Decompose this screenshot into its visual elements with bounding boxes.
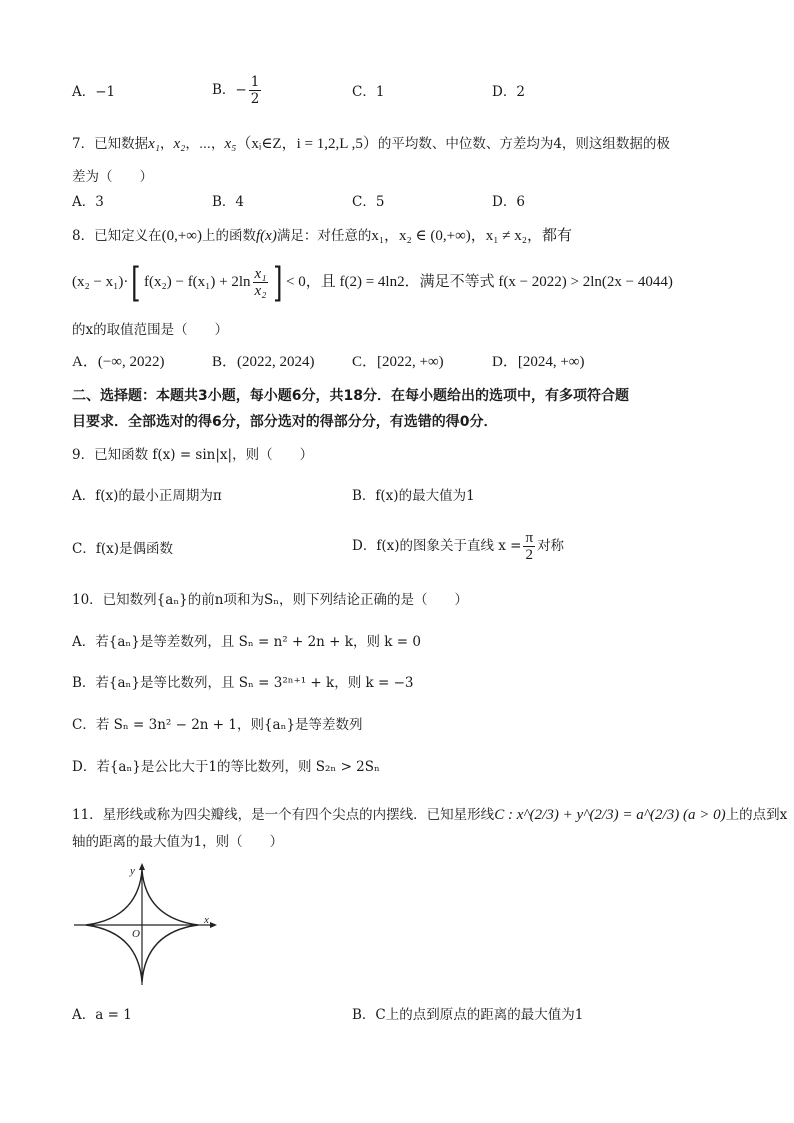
q9-option-b: B．f(x)的最大值为1 [352,488,475,504]
y-axis-arrow-icon [139,863,145,870]
q8-ln-fraction [253,266,269,299]
q8-fx: f(x) [256,228,277,244]
q8-frac-numerator: x₁ [254,266,267,282]
q8-frac-denominator: x₂ [254,283,267,299]
q6-option-a: A．−1 [72,84,116,100]
q7-x5: x₅ [224,136,237,152]
q11-curve-equation: C : x^(2/3) + y^(2/3) = a^(2/3) (a > 0) [494,807,726,823]
q11-option-b: B．C上的点到原点的距离的最大值为1 [352,1007,584,1023]
q9-d-numerator: π [525,530,534,546]
q10-option-b: B．若{aₙ}是等比数列，且 Sₙ = 3²ⁿ⁺¹ + k，则 k = −3 [72,675,414,691]
q11-stem-line1 [72,805,787,825]
q8-option-b: B．(2022, 2024) [212,354,315,370]
q6-option-b-numerator: 1 [250,74,260,90]
y-axis-label: y [130,865,135,877]
q8-ineq-mid: f(x₂) − f(x₁) + 2ln [144,274,251,290]
q9-d-denominator: 2 [525,547,534,563]
q7-condition: （xᵢ∈Z，i = 1,2,L ,5） [236,136,378,152]
q8-option-c: C．[2022, +∞) [352,354,444,370]
q11-stem-rest: 上的点到x [725,807,788,823]
q7-stem-line2: 差为（ ） [72,169,153,185]
q8-stem-intro: 8．已知定义在 [72,228,162,244]
q8-stem-line3: 的x的取值范围是（ ） [72,322,229,338]
q8-right-bracket: ] [273,259,283,306]
q7-option-d: D．6 [492,194,525,210]
q8-option-a: A．(−∞, 2022) [72,354,165,370]
q7-stem-intro: 7．已知数据 [72,136,149,152]
q9-option-d-suffix: 对称 [537,538,565,554]
q6-option-c: C．1 [352,84,385,100]
q8-inequality-line [72,259,673,306]
q10-option-c: C．若 Sₙ = 3n² − 2n + 1，则{aₙ}是等差数列 [72,717,363,733]
q9-option-d-fraction [523,530,535,563]
section2-heading-line1: 二、选择题：本题共3小题，每小题6分，共18分．在每小题给出的选项中，有多项符合题 [72,388,629,404]
q9-stem: 9．已知函数 f(x) = sin|x|，则（ ） [72,447,314,463]
q11-stem-intro: 11．星形线或称为四尖瓣线，是一个有四个尖点的内摆线．已知星形线 [72,807,495,823]
q6-option-b [212,74,263,107]
q8-condition: x₁，x₂ ∈ (0,+∞)，x₁ ≠ x₂，都有 [371,228,572,244]
q9-option-d-prefix: D．f(x)的图象关于直线 x = [352,538,522,554]
q10-stem: 10．已知数列{aₙ}的前n项和为Sₙ，则下列结论正确的是（ ） [72,592,469,608]
q7-x1: x₁ [148,136,160,152]
q8-ineq-right: < 0，且 f(2) = 4ln2．满足不等式 f(x − 2022) > 2ln(2x − 4044) [286,274,673,290]
q6-option-d: D．2 [492,84,525,100]
q6-option-b-fraction [249,74,262,107]
q10-option-d: D．若{aₙ}是公比大于1的等比数列，则 S₂ₙ > 2Sₙ [72,759,380,775]
q8-left-bracket: [ [131,259,141,306]
q7-stem-line1: 7．已知数据x₁，x₂，⋯，x₅（xᵢ∈Z，i = 1,2,L ,5）的平均数、中位数、方差均为4，则这组数据的极 [72,136,670,152]
q7-dots: ，⋯， [185,136,225,152]
origin-label: O [132,928,140,940]
q9-option-c: C．f(x)是偶函数 [72,541,173,557]
q8-stem-mid: 上的函数 [202,228,256,244]
astroid-figure [72,860,222,990]
q11-stem-line2: 轴的距离的最大值为1，则（ ） [72,834,284,850]
q7-option-b: B．4 [212,194,245,210]
q8-ineq-left: (x₂ − x₁)· [72,274,129,290]
q9-option-d [352,530,564,563]
q7-option-c: C．5 [352,194,385,210]
x-axis-arrow-icon [210,922,217,928]
q8-domain: (0,+∞) [161,228,202,244]
q7-option-a: A．3 [72,194,104,210]
q6-option-b-denominator: 2 [250,91,260,107]
q8-option-d: D．[2024, +∞) [492,354,585,370]
q9-option-a: A．f(x)的最小正周期为π [72,488,222,504]
q6-option-b-sign: − [235,82,247,98]
q11-option-a: A．a = 1 [72,1007,132,1023]
q8-stem-line1 [72,226,572,246]
q8-stem-cond-intro: 满足：对任意的 [276,228,372,244]
q7-stem-rest: 的平均数、中位数、方差均为4，则这组数据的极 [377,136,670,152]
q7-x2: x₂ [173,136,186,152]
section2-heading-line2: 目要求．全部选对的得6分，部分选对的得部分分，有选错的得0分． [72,414,498,430]
q10-option-a: A．若{aₙ}是等差数列，且 Sₙ = n² + 2n + k，则 k = 0 [72,634,421,650]
q6-option-b-prefix: B． [212,82,236,98]
x-axis-label: x [204,914,209,926]
